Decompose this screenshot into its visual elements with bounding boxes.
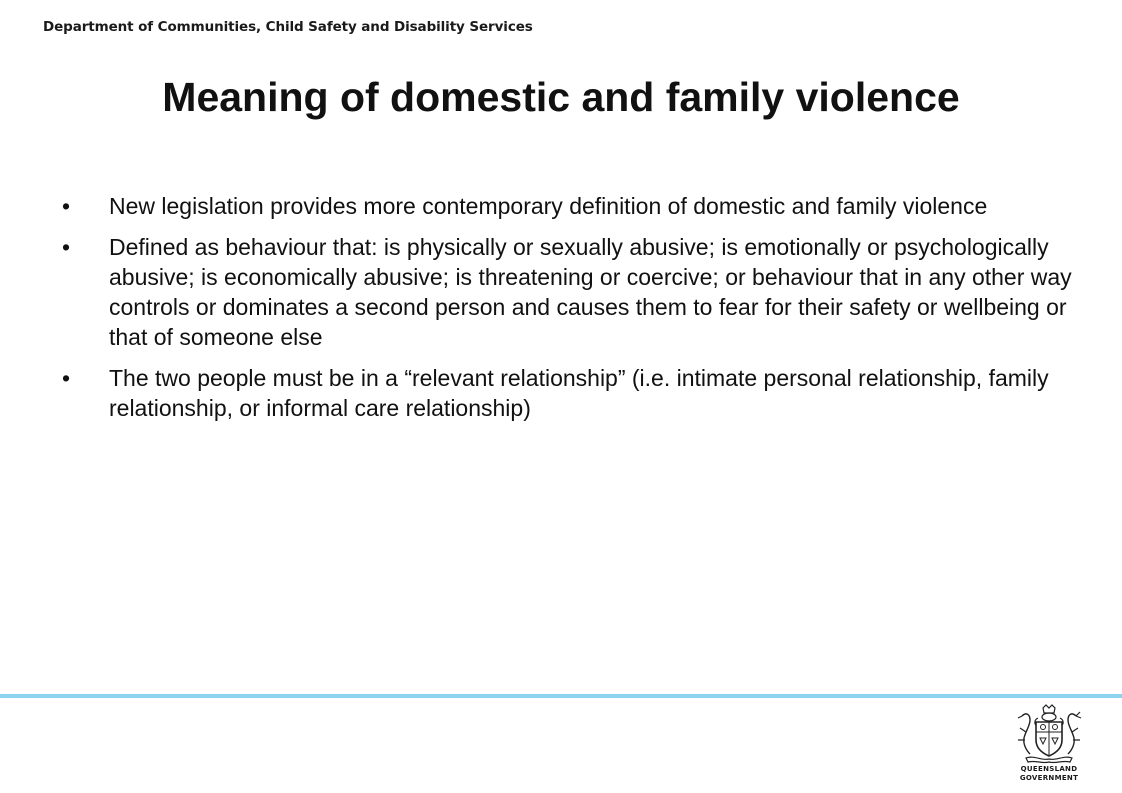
coat-of-arms-icon [1012, 704, 1086, 764]
bullet-icon: • [62, 234, 71, 260]
logo-text-line1: QUEENSLAND [1020, 765, 1078, 773]
bullet-text: Defined as behaviour that: is physically or sexually abusive; is emotionally or psychologically abusive; is economically abusive; is threatening or coercive; or behaviour that in any other way controls or dominates a second person and causes them to fear for their safety or wellbeing or that of someone else [109, 234, 1072, 350]
list-item [62, 232, 1072, 352]
queensland-government-logo [1012, 704, 1086, 784]
logo-text-line2: GOVERNMENT [1019, 774, 1079, 782]
slide-title: Meaning of domestic and family violence [162, 74, 960, 120]
list-item [62, 191, 1072, 221]
list-item [62, 363, 1072, 423]
bullet-icon: • [62, 193, 71, 219]
bullet-list [62, 191, 1072, 434]
footer-divider [0, 694, 1122, 698]
department-header: Department of Communities, Child Safety and Disability Services [43, 19, 533, 35]
bullet-icon: • [62, 365, 71, 391]
bullet-text: New legislation provides more contemporary definition of domestic and family violence [109, 193, 988, 219]
bullet-text: The two people must be in a “relevant relationship” (i.e. intimate personal relationship, family relationship, or informal care relationship) [109, 365, 1049, 421]
